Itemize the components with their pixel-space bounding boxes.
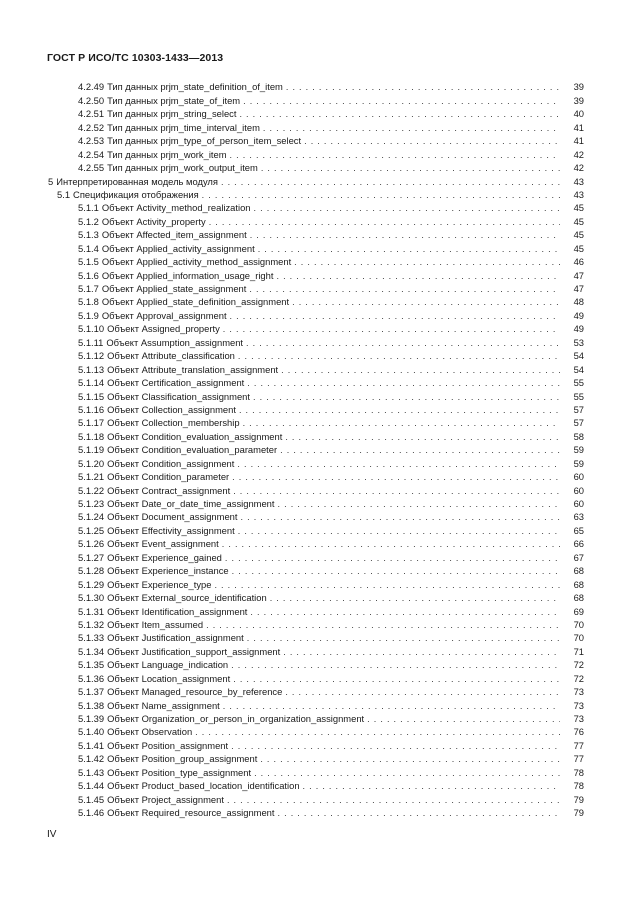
dot-leader (247, 377, 560, 389)
toc-entry[interactable] (48, 752, 584, 765)
toc-entry[interactable] (48, 806, 584, 819)
toc-entry-page: 45 (573, 215, 584, 227)
toc-entry-number: 5.1.26 (78, 538, 105, 550)
toc-entry[interactable] (48, 523, 584, 536)
dot-leader (237, 458, 560, 470)
toc-entry-title: Объект Collection_membership (107, 417, 240, 429)
toc-entry[interactable] (48, 255, 584, 268)
toc-entry-title: Тип данных prjm_state_of_item (107, 94, 241, 106)
toc-entry[interactable] (48, 282, 584, 295)
toc-entry-number: 4.2.49 (78, 81, 105, 93)
dot-leader (233, 485, 560, 497)
toc-entry-title: Тип данных prjm_string_select (107, 108, 237, 120)
toc-entry[interactable] (48, 134, 584, 147)
toc-entry-title: Тип данных prjm_state_definition_of_item (107, 81, 283, 93)
toc-entry[interactable] (48, 470, 584, 483)
toc-entry-number: 5.1.44 (78, 780, 105, 792)
dot-leader (258, 243, 560, 255)
toc-entry-page: 48 (573, 296, 584, 308)
dot-leader (247, 632, 560, 644)
toc-entry[interactable] (48, 537, 584, 550)
toc-entry-number: 5.1.27 (78, 551, 105, 563)
page-number: IV (47, 829, 57, 840)
toc-entry-title: Объект Document_assignment (107, 511, 238, 523)
dot-leader (231, 740, 560, 752)
dot-leader (202, 189, 560, 201)
toc-entry-page: 68 (573, 578, 584, 590)
dot-leader (239, 404, 560, 416)
toc-entry-number: 5.1.43 (78, 766, 105, 778)
dot-leader (303, 780, 560, 792)
dot-leader (260, 753, 560, 765)
toc-entry-page: 68 (573, 565, 584, 577)
toc-entry-page: 67 (573, 551, 584, 563)
toc-entry-number: 5.1.42 (78, 753, 105, 765)
dot-leader (233, 673, 560, 685)
toc-entry-number: 5.1.11 (78, 336, 104, 348)
toc-entry-page: 60 (573, 498, 584, 509)
toc-entry-title: Объект Collection_assignment (107, 403, 236, 415)
toc-entry-number: 4.2.52 (78, 121, 105, 133)
toc-entry-title: Интерпретированная модель модуля (56, 175, 218, 187)
toc-entry-page: 60 (573, 471, 584, 483)
toc-entry-title: Объект Applied_state_assignment (101, 283, 247, 294)
toc-entry-page: 47 (573, 283, 584, 294)
toc-entry-number: 5.1.10 (78, 323, 105, 335)
dot-leader (250, 606, 560, 618)
toc-entry-number: 5.1.34 (78, 645, 105, 657)
toc-entry[interactable] (48, 564, 584, 577)
toc-entry[interactable] (48, 577, 584, 590)
toc-entry[interactable] (48, 308, 584, 321)
toc-entry-page: 42 (573, 162, 584, 174)
toc-entry[interactable] (48, 644, 584, 657)
toc-entry-page: 78 (573, 780, 584, 792)
toc-entry-number: 4.2.54 (78, 148, 105, 160)
table-of-contents (48, 80, 584, 819)
toc-entry-page: 58 (573, 430, 584, 442)
toc-entry-number: 5.1.21 (78, 471, 105, 483)
toc-entry-page: 55 (573, 390, 584, 402)
toc-entry-number: 5.1.19 (78, 444, 105, 456)
toc-entry[interactable] (48, 443, 584, 456)
toc-entry[interactable] (48, 322, 584, 335)
toc-entry-page: 46 (573, 256, 584, 268)
dot-leader (230, 310, 560, 322)
dot-leader (294, 256, 560, 268)
toc-entry[interactable] (48, 550, 584, 563)
toc-entry-title: Объект Affected_item_assignment (101, 229, 247, 241)
toc-entry[interactable] (48, 483, 584, 496)
toc-entry-title: Спецификация отображения (73, 188, 199, 200)
toc-entry[interactable] (48, 403, 584, 416)
toc-entry-number: 5.1.12 (78, 350, 105, 362)
toc-entry[interactable] (48, 295, 584, 308)
dot-leader (206, 619, 560, 631)
dot-leader (270, 592, 560, 604)
toc-entry[interactable] (48, 335, 584, 348)
toc-entry-title: Тип данных prjm_time_interval_item (107, 121, 260, 133)
toc-entry[interactable] (48, 349, 584, 362)
toc-entry-number: 5.1.8 (78, 296, 99, 308)
toc-entry[interactable] (48, 174, 584, 187)
toc-entry-title: Объект Organization_or_person_in_organization_assignment (107, 713, 365, 724)
toc-entry-title: Объект External_source_identification (107, 592, 267, 604)
dot-leader (367, 713, 560, 725)
toc-entry-number: 5.1.24 (78, 511, 105, 523)
toc-entry-title: Объект Applied_state_definition_assignment (101, 296, 290, 308)
toc-entry[interactable] (48, 429, 584, 442)
toc-entry-title: Объект Required_resource_assignment (107, 807, 275, 819)
toc-entry-title: Объект Justification_assignment (107, 632, 244, 644)
dot-leader (281, 364, 560, 376)
toc-entry-number: 5.1.29 (78, 578, 105, 590)
toc-entry-title: Объект Observation (107, 726, 193, 738)
dot-leader (246, 337, 560, 349)
toc-entry-number: 5.1.23 (78, 498, 105, 509)
toc-entry[interactable] (48, 161, 584, 174)
toc-entry-page: 42 (573, 148, 584, 160)
toc-entry-page: 49 (573, 309, 584, 321)
toc-entry-page: 70 (573, 632, 584, 644)
toc-entry-page: 40 (573, 108, 584, 120)
toc-entry[interactable] (48, 510, 584, 523)
toc-entry-title: Объект Applied_information_usage_right (101, 269, 274, 281)
toc-entry-number: 5.1.17 (78, 417, 105, 429)
dot-leader (278, 498, 560, 510)
toc-entry-title: Объект Identification_assignment (107, 605, 248, 617)
dot-leader (280, 444, 560, 456)
toc-entry-number: 5.1.9 (78, 309, 99, 321)
toc-entry-number: 5.1.36 (78, 672, 105, 684)
toc-entry-number: 5.1.5 (78, 256, 99, 268)
toc-entry-number: 5.1.20 (78, 457, 105, 469)
toc-entry[interactable] (48, 591, 584, 604)
toc-entry[interactable] (48, 685, 584, 698)
toc-entry[interactable] (48, 698, 584, 711)
dot-leader (283, 646, 560, 658)
toc-entry[interactable] (48, 497, 584, 510)
toc-entry-number: 5.1.30 (78, 592, 105, 604)
toc-entry-number: 5.1.3 (78, 229, 99, 241)
toc-entry[interactable] (48, 456, 584, 469)
dot-leader (221, 176, 560, 188)
toc-entry-number: 4.2.50 (78, 94, 105, 106)
toc-entry-number: 5.1.13 (78, 363, 105, 375)
toc-entry-title: Объект Experience_type (107, 578, 212, 590)
toc-entry-page: 39 (573, 81, 584, 93)
toc-entry[interactable] (48, 604, 584, 617)
toc-entry-page: 45 (573, 229, 584, 241)
toc-entry-title: Объект Activity_method_realization (101, 202, 251, 214)
toc-entry[interactable] (48, 725, 584, 738)
toc-entry[interactable] (48, 658, 584, 671)
toc-entry-title: Объект Item_assumed (107, 618, 204, 630)
toc-entry[interactable] (48, 416, 584, 429)
toc-entry-number: 5.1.25 (78, 524, 105, 536)
toc-entry-page: 43 (573, 175, 584, 187)
toc-entry-number: 5.1.15 (78, 390, 105, 402)
toc-entry-title: Объект Contract_assignment (107, 484, 231, 496)
toc-entry-number: 5.1.22 (78, 484, 105, 496)
toc-entry-number: 5.1.1 (78, 202, 99, 214)
dot-leader (253, 391, 560, 403)
toc-entry[interactable] (48, 631, 584, 644)
toc-entry-title: Объект Assigned_property (107, 323, 220, 335)
toc-entry-number: 5.1.4 (78, 242, 99, 254)
dot-leader (214, 579, 560, 591)
dot-leader (232, 471, 560, 483)
toc-entry-page: 79 (573, 807, 584, 819)
toc-entry-title: Тип данных prjm_work_item (107, 148, 227, 160)
dot-leader (292, 296, 560, 308)
toc-entry-page: 39 (573, 94, 584, 106)
toc-entry-page: 54 (573, 363, 584, 375)
toc-entry-title: Объект Position_type_assignment (107, 766, 252, 778)
toc-entry-number: 5.1.33 (78, 632, 105, 644)
toc-entry-title: Объект Assumption_assignment (106, 336, 244, 348)
toc-entry-page: 57 (573, 417, 584, 429)
toc-entry-page: 66 (573, 538, 584, 550)
toc-entry[interactable] (48, 712, 584, 725)
toc-entry-page: 65 (573, 524, 584, 536)
toc-entry[interactable] (48, 147, 584, 160)
toc-entry-number: 4.2.53 (78, 135, 105, 147)
dot-leader (249, 283, 560, 295)
toc-entry-title: Объект Approval_assignment (101, 309, 227, 321)
toc-entry[interactable] (48, 738, 584, 751)
toc-entry-number: 5.1.2 (78, 215, 99, 227)
toc-entry-number: 5.1.16 (78, 403, 105, 415)
toc-entry-number: 5.1.6 (78, 269, 99, 281)
toc-entry[interactable] (48, 80, 584, 93)
dot-leader (223, 700, 560, 712)
toc-entry-title: Объект Applied_activity_method_assignment (101, 256, 292, 268)
toc-entry-number: 4.2.55 (78, 162, 105, 174)
toc-entry-page: 69 (573, 605, 584, 617)
toc-entry-page: 43 (573, 188, 584, 200)
toc-entry-title: Объект Date_or_date_time_assignment (107, 498, 275, 509)
toc-entry-number: 5.1.35 (78, 659, 105, 671)
toc-entry-number: 5.1.18 (78, 430, 105, 442)
dot-leader (223, 323, 560, 335)
toc-entry-title: Объект Location_assignment (107, 672, 231, 684)
toc-entry-page: 53 (573, 336, 584, 348)
toc-entry-number: 5.1.40 (78, 726, 105, 738)
toc-entry-page: 63 (573, 511, 584, 523)
toc-entry-title: Объект Event_assignment (107, 538, 219, 550)
dot-leader (195, 726, 560, 738)
dot-leader (241, 511, 561, 523)
toc-entry[interactable] (48, 376, 584, 389)
toc-entry-page: 41 (573, 121, 584, 133)
toc-entry-page: 71 (573, 645, 584, 657)
toc-entry-title: Объект Attribute_translation_assignment (107, 363, 279, 375)
toc-entry-page: 70 (573, 618, 584, 630)
toc-entry-page: 57 (573, 403, 584, 415)
toc-entry-page: 68 (573, 592, 584, 604)
dot-leader (230, 149, 560, 161)
toc-entry-title: Объект Condition_evaluation_assignment (107, 430, 283, 442)
toc-entry-title: Объект Effectivity_assignment (107, 524, 235, 536)
dot-leader (222, 538, 560, 550)
dot-leader (286, 81, 560, 93)
dot-leader (278, 807, 561, 819)
toc-entry-page: 76 (573, 726, 584, 738)
toc-entry-title: Объект Experience_instance (107, 565, 229, 577)
toc-entry-title: Объект Justification_support_assignment (107, 645, 281, 657)
dot-leader (238, 350, 560, 362)
toc-entry-page: 73 (573, 699, 584, 711)
toc-entry-page: 73 (573, 713, 584, 724)
toc-entry-page: 41 (573, 135, 584, 147)
dot-leader (243, 417, 560, 429)
toc-entry-title: Объект Position_group_assignment (107, 753, 258, 765)
toc-entry-title: Объект Managed_resource_by_reference (107, 686, 283, 698)
toc-entry-title: Тип данных prjm_type_of_person_item_select (107, 135, 302, 147)
toc-entry-title: Объект Language_indication (107, 659, 229, 671)
toc-entry-number: 5.1.7 (78, 283, 99, 294)
dot-leader (227, 794, 560, 806)
toc-entry-number: 5.1.31 (78, 605, 105, 617)
toc-entry[interactable] (48, 618, 584, 631)
toc-entry-page: 79 (573, 793, 584, 805)
dot-leader (261, 162, 560, 174)
toc-entry[interactable] (48, 188, 584, 201)
toc-entry-title: Объект Name_assignment (107, 699, 220, 711)
toc-entry-number: 4.2.51 (78, 108, 105, 120)
dot-leader (243, 95, 560, 107)
dot-leader (276, 270, 560, 282)
dot-leader (250, 229, 560, 241)
toc-entry-page: 55 (573, 377, 584, 389)
dot-leader (285, 431, 560, 443)
dot-leader (304, 135, 560, 147)
toc-entry-title: Объект Product_based_location_identification (107, 780, 300, 792)
toc-entry-page: 54 (573, 350, 584, 362)
toc-entry-title: Объект Attribute_classification (107, 350, 235, 362)
toc-entry-page: 49 (573, 323, 584, 335)
dot-leader (254, 767, 560, 779)
dot-leader (209, 216, 560, 228)
toc-entry-title: Тип данных prjm_work_output_item (107, 162, 258, 174)
toc-entry[interactable] (48, 389, 584, 402)
toc-entry[interactable] (48, 268, 584, 281)
toc-entry-page: 45 (573, 202, 584, 214)
toc-entry-title: Объект Project_assignment (107, 793, 224, 805)
toc-entry-title: Объект Position_assignment (107, 739, 229, 751)
toc-entry-page: 77 (573, 739, 584, 751)
dot-leader (232, 565, 560, 577)
toc-entry[interactable] (48, 93, 584, 106)
toc-entry-page: 77 (573, 753, 584, 765)
toc-entry-title: Объект Condition_parameter (107, 471, 230, 483)
dot-leader (239, 108, 560, 120)
dot-leader (285, 686, 560, 698)
toc-entry-number: 5.1.32 (78, 618, 105, 630)
toc-entry-number: 5.1.45 (78, 793, 105, 805)
toc-entry[interactable] (48, 201, 584, 214)
toc-entry-title: Объект Experience_gained (107, 551, 222, 563)
toc-entry-number: 5.1.37 (78, 686, 105, 698)
toc-entry-number: 5 (48, 175, 54, 187)
toc-entry-number: 5.1.39 (78, 713, 105, 724)
toc-entry-title: Объект Applied_activity_assignment (101, 242, 255, 254)
toc-entry-number: 5.1.46 (78, 807, 105, 819)
dot-leader (263, 122, 560, 134)
toc-entry-page: 73 (573, 686, 584, 698)
toc-entry-number: 5.1.28 (78, 565, 105, 577)
document-header: ГОСТ Р ИСО/ТС 10303-1433—2013 (47, 52, 224, 64)
toc-entry-title: Объект Condition_evaluation_parameter (107, 444, 278, 456)
toc-entry-number: 5.1.38 (78, 699, 105, 711)
toc-entry[interactable] (48, 671, 584, 684)
toc-entry-title: Объект Classification_assignment (107, 390, 250, 402)
dot-leader (231, 659, 560, 671)
dot-leader (238, 525, 560, 537)
toc-entry-page: 59 (573, 457, 584, 469)
toc-entry-title: Объект Certification_assignment (107, 377, 245, 389)
toc-entry-page: 45 (573, 242, 584, 254)
dot-leader (254, 202, 560, 214)
toc-entry-page: 72 (573, 659, 584, 671)
toc-entry-page: 78 (573, 766, 584, 778)
toc-entry[interactable] (48, 107, 584, 120)
toc-entry[interactable] (48, 362, 584, 375)
toc-entry-number: 5.1.14 (78, 377, 105, 389)
toc-entry[interactable] (48, 792, 584, 805)
toc-entry[interactable] (48, 241, 584, 254)
toc-entry-number: 5.1.41 (78, 739, 105, 751)
toc-entry-page: 60 (573, 484, 584, 496)
toc-entry[interactable] (48, 765, 584, 778)
toc-entry[interactable] (48, 214, 584, 227)
toc-entry-page: 47 (573, 269, 584, 281)
toc-entry-page: 59 (573, 444, 584, 456)
toc-entry[interactable] (48, 228, 584, 241)
toc-entry[interactable] (48, 120, 584, 133)
toc-entry-title: Объект Condition_assignment (107, 457, 235, 469)
dot-leader (225, 552, 560, 564)
toc-entry-number: 5.1 (57, 188, 71, 200)
toc-entry-title: Объект Activity_property (101, 215, 206, 227)
toc-entry-page: 72 (573, 672, 584, 684)
toc-entry[interactable] (48, 779, 584, 792)
